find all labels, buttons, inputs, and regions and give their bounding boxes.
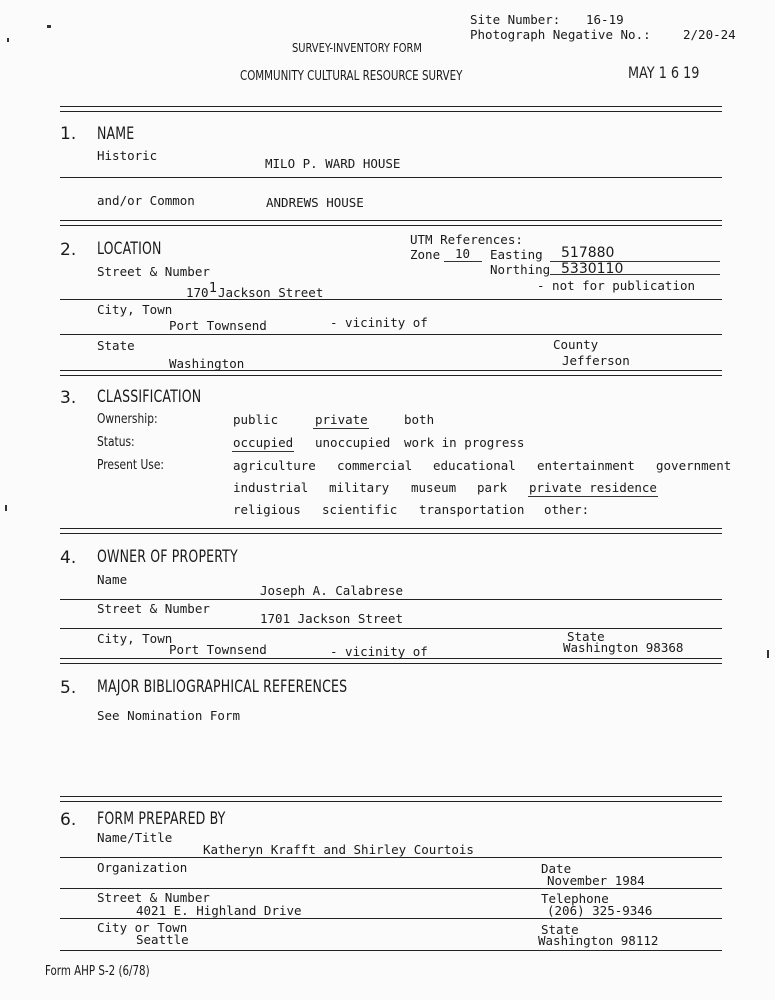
section-1-number: 1.	[60, 124, 77, 144]
section-4-number: 4.	[60, 548, 77, 568]
use-private-residence-selected-underline	[528, 496, 658, 497]
section-2-divider	[60, 370, 722, 376]
northing-underline	[550, 274, 720, 275]
section-6-number: 6.	[60, 810, 77, 830]
section-3-number: 3.	[60, 388, 77, 408]
location-street-rule	[60, 299, 722, 300]
northing-value: 5330110	[561, 261, 624, 277]
section-1-divider	[60, 220, 722, 226]
scan-speck	[7, 38, 9, 42]
ownership-label: Ownership:	[97, 411, 158, 427]
location-street-label: Street & Number	[97, 264, 210, 279]
not-for-publication-label: - not for publication	[537, 278, 696, 293]
site-number-value: 16-19	[586, 12, 624, 27]
utm-references-label: UTM References:	[410, 232, 523, 247]
negative-number-value: 2/20-24	[683, 27, 736, 42]
owner-name-label: Name	[97, 572, 128, 587]
status-option-unoccupied: unoccupied	[315, 435, 391, 450]
present-use-label: Present Use:	[97, 457, 165, 473]
owner-name-value: Joseph A. Calabrese	[260, 583, 403, 598]
easting-value: 517880	[561, 245, 615, 261]
received-date-stamp: MAY 1 6 19	[628, 63, 700, 82]
location-state-value: Washington	[169, 356, 245, 371]
organization-label: Organization	[97, 860, 188, 875]
use-option-transportation: transportation	[419, 502, 525, 517]
section-6-heading: FORM PREPARED BY	[97, 809, 226, 829]
section-4-heading: OWNER OF PROPERTY	[97, 547, 238, 567]
street-number-correction: 1	[209, 281, 218, 296]
use-option-educational: educational	[433, 458, 516, 473]
section-5-number: 5.	[60, 678, 77, 698]
location-city-label: City, Town	[97, 302, 173, 317]
preparer-city-rule	[60, 950, 722, 951]
ownership-option-public: public	[233, 412, 279, 427]
scan-speck	[5, 505, 7, 511]
county-label: County	[553, 337, 599, 352]
zone-label: Zone	[410, 247, 441, 262]
preparer-name-rule	[60, 857, 722, 858]
owner-city-value: Port Townsend	[169, 642, 267, 657]
form-title: SURVEY-INVENTORY FORM	[292, 40, 422, 55]
use-option-scientific: scientific	[322, 502, 398, 517]
ownership-option-private: private	[315, 412, 368, 427]
use-option-industrial: industrial	[233, 480, 309, 495]
use-option-agriculture: agriculture	[233, 458, 316, 473]
owner-street-rule	[60, 628, 722, 629]
owner-state-label: State	[567, 629, 605, 644]
preparer-street-rule	[60, 918, 722, 919]
date-label: Date	[541, 861, 572, 876]
preparer-name-value: Katheryn Krafft and Shirley Courtois	[203, 842, 474, 857]
location-city-value: Port Townsend	[169, 318, 267, 333]
owner-street-value: 1701 Jackson Street	[260, 611, 403, 626]
preparer-state-label: State	[541, 922, 579, 937]
status-occupied-selected-underline	[232, 451, 294, 452]
historic-label: Historic	[97, 148, 158, 163]
survey-title: COMMUNITY CULTURAL RESOURCE SURVEY	[240, 69, 463, 84]
section-2-number: 2.	[60, 240, 77, 260]
use-option-military: military	[329, 480, 390, 495]
telephone-value: (206) 325-9346	[547, 903, 653, 918]
use-option-museum: museum	[411, 480, 457, 495]
use-option-entertainment: entertainment	[537, 458, 635, 473]
use-option-commercial: commercial	[337, 458, 413, 473]
location-state-label: State	[97, 338, 135, 353]
owner-vicinity-label: - vicinity of	[330, 644, 428, 659]
owner-name-rule	[60, 599, 722, 600]
historic-name-value: MILO P. WARD HOUSE	[265, 156, 401, 171]
preparer-city-value: Seattle	[136, 932, 189, 947]
form-identifier: Form AHP S-2 (6/78)	[45, 964, 150, 979]
use-option-park: park	[477, 480, 508, 495]
preparer-state-value: Washington 98112	[538, 933, 659, 948]
preparer-city-label: City or Town	[97, 920, 188, 935]
preparer-name-label: Name/Title	[97, 830, 173, 845]
section-2-heading: LOCATION	[97, 239, 162, 259]
ownership-option-both: both	[404, 412, 435, 427]
common-name-label: and/or Common	[97, 193, 195, 208]
owner-city-label: City, Town	[97, 631, 173, 646]
section-3-divider	[60, 528, 722, 534]
historic-rule	[60, 177, 722, 178]
zone-value: 10	[455, 246, 471, 261]
owner-street-label: Street & Number	[97, 601, 210, 616]
scan-speck	[767, 650, 769, 658]
scan-speck	[47, 25, 51, 28]
use-option-religious: religious	[233, 502, 301, 517]
organization-rule	[60, 888, 722, 889]
owner-state-value: Washington 98368	[563, 640, 684, 655]
zone-underline	[444, 261, 482, 262]
section-3-heading: CLASSIFICATION	[97, 387, 202, 407]
references-value: See Nomination Form	[97, 708, 240, 723]
northing-label: Northing	[490, 262, 551, 277]
county-value: Jefferson	[562, 353, 630, 368]
use-option-other: other:	[544, 502, 590, 517]
use-option-private-residence: private residence	[529, 480, 657, 495]
ownership-private-selected-underline	[313, 428, 369, 429]
negative-number-label: Photograph Negative No.:	[470, 27, 651, 42]
easting-label: Easting	[490, 247, 543, 262]
section-4-divider	[60, 658, 722, 664]
section-1-heading: NAME	[97, 124, 135, 144]
location-vicinity-label: - vicinity of	[330, 315, 428, 330]
location-street-name: Jackson Street	[218, 285, 324, 300]
header-divider	[60, 106, 722, 112]
status-option-work-in-progress: work in progress	[404, 435, 525, 450]
preparer-street-value: 4021 E. Highland Drive	[136, 903, 302, 918]
status-label: Status:	[97, 434, 135, 450]
location-street-number: 170	[186, 285, 209, 300]
date-value: November 1984	[547, 873, 645, 888]
section-5-heading: MAJOR BIBLIOGRAPHICAL REFERENCES	[97, 677, 348, 697]
site-number-label: Site Number:	[470, 12, 561, 27]
preparer-street-label: Street & Number	[97, 890, 210, 905]
use-option-government: government	[656, 458, 732, 473]
status-option-occupied: occupied	[233, 435, 294, 450]
common-name-value: ANDREWS HOUSE	[266, 195, 364, 210]
telephone-label: Telephone	[541, 891, 609, 906]
location-city-rule	[60, 334, 722, 335]
section-5-divider	[60, 796, 722, 802]
